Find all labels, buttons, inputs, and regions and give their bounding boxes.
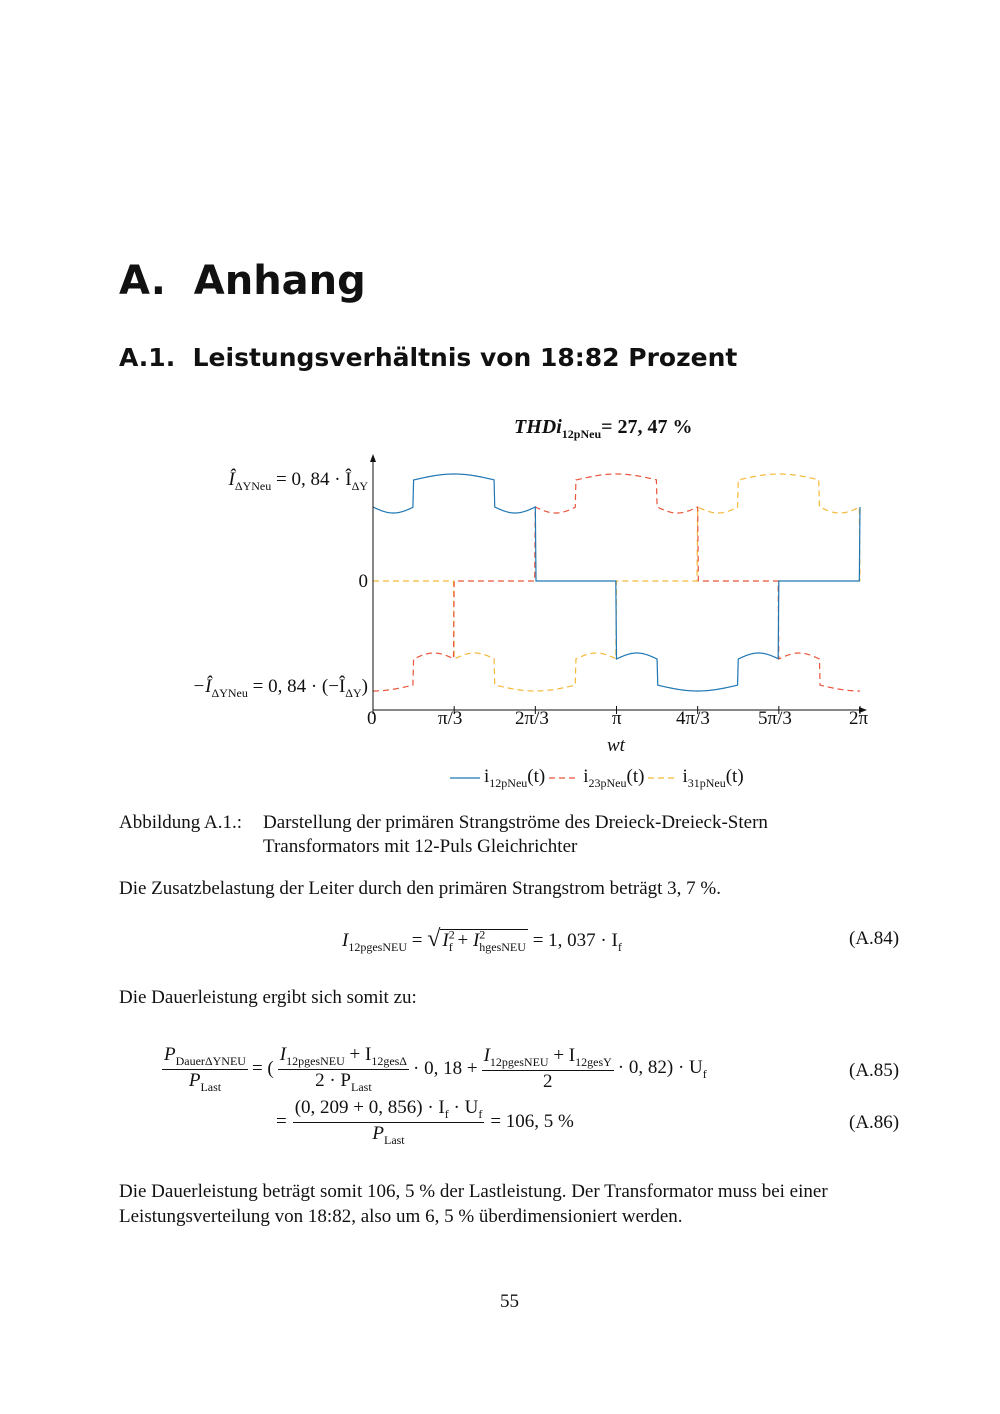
paragraph-3-line-1: Die Dauerleistung beträgt somit 106, 5 % der Lastleistung. Der Transformator muss bei einer bbox=[119, 1181, 828, 1202]
paragraph-3-line-2: Leistungsverteilung von 18:82, also um 6, 5 % überdimensioniert werden. bbox=[119, 1206, 683, 1227]
legend-1-name: i bbox=[484, 766, 490, 787]
eq85-lhs-num: P bbox=[164, 1044, 176, 1065]
y-tick-low-tail: ) bbox=[361, 676, 368, 697]
eq85-f2-num-plus: + I bbox=[548, 1045, 576, 1067]
eq84-f-sub: f bbox=[448, 939, 453, 954]
legend-swatch-2 bbox=[549, 773, 579, 783]
equation-number-a85: (A.85) bbox=[849, 1060, 900, 1081]
legend-label-3 bbox=[682, 766, 743, 791]
eq85-fraction-1 bbox=[278, 1044, 409, 1095]
chart-title-sub: 12pNeu bbox=[561, 427, 602, 441]
legend-label-1 bbox=[484, 766, 545, 791]
x-tick-labels bbox=[0, 708, 1000, 738]
eq86-fraction bbox=[293, 1097, 485, 1148]
x-tick-4: 4π/3 bbox=[676, 708, 710, 729]
eq85-lhs-fraction bbox=[162, 1044, 248, 1095]
legend-1-arg: (t) bbox=[527, 766, 546, 787]
eq85-f1-num-sub2: 12gesΔ bbox=[371, 1053, 408, 1068]
y-tick-zero-label: 0 bbox=[358, 571, 368, 592]
legend-label-2 bbox=[583, 766, 644, 791]
eq84-lhs-sub: 12pgesNEU bbox=[348, 939, 407, 954]
eq86-num: (0, 209 + 0, 856) · I bbox=[294, 1097, 445, 1118]
y-tick-low-rest: = 0, 84 · (−Î bbox=[247, 676, 346, 697]
chart-title-main: THDi bbox=[514, 416, 562, 438]
y-tick-high-rest: = 0, 84 · Î bbox=[271, 469, 352, 490]
y-tick-high-sub2: ΔY bbox=[351, 478, 368, 493]
chapter-title: Anhang bbox=[193, 258, 366, 304]
eq84-rhs-sub: f bbox=[617, 939, 622, 954]
legend-swatch-1 bbox=[450, 773, 480, 783]
y-tick-low-sub: ΔYNeu bbox=[211, 685, 248, 700]
eq85-f1-num-plus: + I bbox=[344, 1044, 372, 1065]
section-heading bbox=[119, 343, 737, 372]
eq85-tail: · 0, 82) · U bbox=[617, 1056, 703, 1078]
chart-series-group bbox=[373, 474, 860, 691]
legend-swatch-3 bbox=[648, 773, 678, 783]
section-title: Leistungsverhältnis von 18:82 Prozent bbox=[192, 343, 738, 372]
eq85-lhs-den: P bbox=[188, 1069, 201, 1091]
y-tick-low-sub2: ΔY bbox=[345, 685, 362, 700]
chapter-heading bbox=[119, 258, 366, 304]
eq86-den-sub: Last bbox=[383, 1132, 405, 1147]
chart-legend bbox=[450, 766, 744, 791]
legend-2-name: i bbox=[583, 766, 589, 787]
x-tick-1: π/3 bbox=[438, 708, 463, 729]
eq85-f2-num-sub: 12pgesNEU bbox=[489, 1055, 549, 1070]
eq85-f1-num-sub: 12pgesNEU bbox=[286, 1053, 345, 1068]
eq84-h-sub: hgesNEU bbox=[479, 939, 526, 954]
eq85-f2-den: 2 bbox=[542, 1071, 553, 1093]
legend-3-arg: (t) bbox=[725, 766, 744, 787]
eq85-f1-num: I bbox=[279, 1044, 287, 1065]
caption-line-1: Darstellung der primären Strangströme des Dreieck-Dreieck-Stern bbox=[263, 812, 768, 833]
equation-number-a86: (A.86) bbox=[849, 1112, 900, 1133]
eq86-rhs: = 106, 5 % bbox=[490, 1111, 574, 1133]
equation-a85: $\frac{P_{Dauer\Delta YNEU}}{P_{Last}}$ = ( $\frac{I_{12pgesNEU} + I_{12ges\Delta}}{2 \cdot P_{Last}}$ · 0, 18 + $\frac{I_{12pgesNEU} + I_{12gesY}}{2}$ · 0, $82) \cdot U_f$ bbox=[164, 1044, 707, 1094]
eq84-lhs: I bbox=[342, 930, 349, 951]
y-tick-high bbox=[229, 469, 368, 494]
eq86-num-tail: · U bbox=[448, 1097, 479, 1118]
eq85-lhs-den-sub: Last bbox=[200, 1079, 222, 1094]
y-axis-arrow bbox=[370, 454, 376, 462]
eq86-num-sub: f bbox=[444, 1106, 449, 1121]
eq85-f2-num: I bbox=[483, 1045, 490, 1067]
x-tick-6: 2π bbox=[849, 708, 869, 729]
x-tick-0: 0 bbox=[367, 708, 377, 729]
page-number: 55 bbox=[500, 1291, 519, 1312]
section-number: A.1. bbox=[119, 343, 176, 372]
equation-a86: = $\frac{(0, 209 + 0, 856) \cdot I_f \cdot U_f}{P_{Last}}$ = 106, 5 % bbox=[276, 1097, 574, 1147]
eq85-tail-sub: f bbox=[702, 1066, 707, 1081]
eq84-f: I bbox=[442, 930, 449, 951]
eq85-f2-num-sub2: 12gesY bbox=[575, 1055, 612, 1070]
equation-number-a84: (A.84) bbox=[849, 928, 900, 949]
equation-a84: $I_{12pgesNEU}$ = √ $I^2_f + I^2_{hgesNEU} = 1$, $037 \cdot I_f$ bbox=[342, 926, 622, 954]
waveform-chart bbox=[360, 450, 880, 730]
y-tick-low bbox=[192, 676, 368, 701]
eq86-num-sub2: f bbox=[478, 1106, 483, 1121]
eq84-rhs: = 1, 037 · I bbox=[532, 930, 618, 951]
legend-1-sub: 12pNeu bbox=[489, 775, 528, 790]
caption-label: Abbildung A.1.: bbox=[119, 812, 242, 833]
legend-2-arg: (t) bbox=[626, 766, 645, 787]
legend-2-sub: 23pNeu bbox=[588, 775, 627, 790]
x-tick-2: 2π/3 bbox=[515, 708, 549, 729]
y-tick-high-sub: ΔYNeu bbox=[234, 478, 272, 493]
chart-title-value: = 27, 47 % bbox=[601, 416, 693, 438]
x-tick-3: π bbox=[612, 708, 622, 729]
eq86-den: P bbox=[372, 1122, 384, 1144]
paragraph-1: Die Zusatzbelastung der Leiter durch den primären Strangstrom beträgt 3, 7 %. bbox=[119, 878, 721, 899]
eq85-lhs-num-sub: DauerΔYNEU bbox=[175, 1053, 246, 1068]
x-tick-5: 5π/3 bbox=[758, 708, 792, 729]
eq84-h: I bbox=[472, 930, 480, 951]
eq85-f1-den-sub: Last bbox=[351, 1079, 372, 1094]
legend-3-name: i bbox=[682, 766, 688, 787]
eq85-f1-den: 2 · P bbox=[315, 1069, 352, 1091]
caption-line-2: Transformators mit 12-Puls Gleichrichter bbox=[263, 836, 578, 857]
chapter-number: A. bbox=[119, 258, 166, 304]
paragraph-2: Die Dauerleistung ergibt sich somit zu: bbox=[119, 987, 417, 1008]
y-tick-high-label: Î bbox=[228, 469, 235, 490]
eq85-fraction-2 bbox=[482, 1045, 614, 1093]
legend-3-sub: 31pNeu bbox=[687, 775, 726, 790]
x-axis-label: wt bbox=[607, 735, 625, 756]
y-tick-low-label: −Î bbox=[192, 676, 212, 697]
chart-title bbox=[514, 416, 693, 442]
eq85-mid: · 0, 18 + bbox=[413, 1058, 478, 1080]
